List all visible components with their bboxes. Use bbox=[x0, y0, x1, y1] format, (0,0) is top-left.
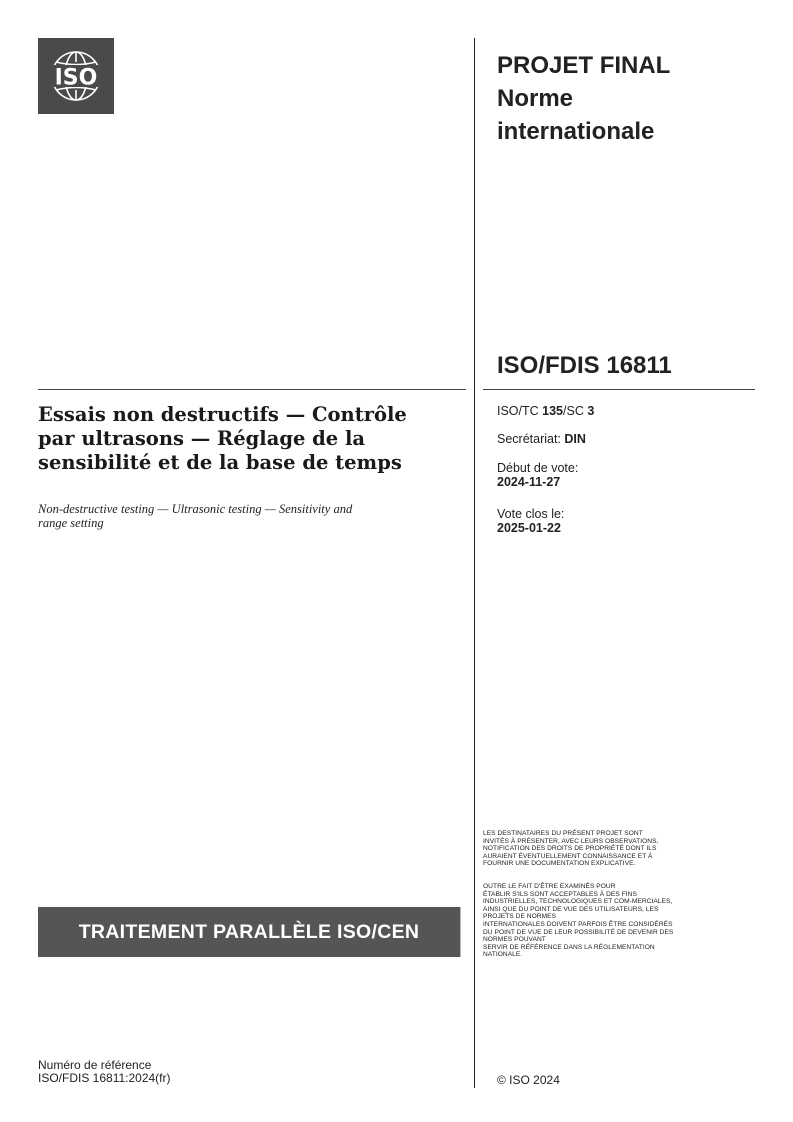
english-title-line-1: Non-destructive testing — Ultrasonic testing — Sensitivity and bbox=[38, 502, 353, 516]
document-stage-heading bbox=[497, 49, 757, 148]
notice-1-line: AURAIENT ÉVENTUELLEMENT CONNAISSANCE ET À bbox=[483, 852, 653, 860]
french-title-line-2: par ultrasons — Réglage de la bbox=[38, 427, 366, 450]
secretariat-value: DIN bbox=[564, 432, 586, 446]
sc-number: 3 bbox=[587, 404, 595, 418]
vertical-divider bbox=[474, 38, 475, 1088]
vote-end bbox=[497, 507, 747, 535]
vote-end-date: 2025-01-22 bbox=[497, 521, 561, 535]
notice-2-line: NORMES POUVANT bbox=[483, 936, 546, 944]
notice-2-line: ÉTABLIR S'ILS SONT ACCEPTABLES À DES FINS bbox=[483, 890, 637, 898]
reference-number bbox=[38, 1059, 171, 1085]
tc-number: 135 bbox=[542, 404, 564, 418]
vote-start-date: 2024-11-27 bbox=[497, 475, 561, 489]
notice-1-line: INVITÉS À PRÉSENTER, AVEC LEURS OBSERVATIONS, bbox=[483, 837, 659, 845]
stage-line-2: Norme bbox=[497, 85, 574, 112]
reference-label: Numéro de référence bbox=[38, 1058, 152, 1072]
notice-2-line: OUTRE LE FAIT D'ÊTRE EXAMINÉS POUR bbox=[483, 883, 616, 890]
notice-2-line: SERVIR DE RÉFÉRENCE DANS LA RÉGLEMENTATION bbox=[483, 943, 655, 951]
notice-2-line: DU POINT DE VUE DE LEUR POSSIBILITÉ DE DEVENIR DES bbox=[483, 928, 674, 936]
notice-2-line: NATIONALE. bbox=[483, 951, 523, 959]
committee-line bbox=[497, 404, 747, 418]
vote-start-label: Début de vote: bbox=[497, 461, 579, 475]
committee-prefix: ISO/TC bbox=[497, 404, 543, 418]
parallel-processing-banner bbox=[38, 907, 461, 957]
reference-value: ISO/FDIS 16811:2024(fr) bbox=[38, 1071, 171, 1085]
stage-line-3: internationale bbox=[497, 118, 655, 145]
english-title bbox=[38, 502, 458, 530]
french-title bbox=[38, 403, 458, 475]
document-id: ISO/FDIS 16811 bbox=[497, 352, 672, 379]
english-title-line-2: range setting bbox=[38, 516, 104, 530]
globe-icon bbox=[38, 38, 114, 114]
notice-2-line: AINSI QUE DU POINT DE VUE DES UTILISATEURS, LES bbox=[483, 905, 659, 913]
notice-paragraph-1 bbox=[483, 830, 755, 868]
banner-text: TRAITEMENT PARALLÈLE ISO/CEN bbox=[78, 920, 420, 943]
notice-2-line: PROJETS DE NORMES bbox=[483, 913, 557, 921]
iso-logo bbox=[38, 38, 114, 114]
notice-1-line: NOTIFICATION DES DROITS DE PROPRIÉTÉ DONT ILS bbox=[483, 845, 657, 853]
horizontal-divider-right bbox=[483, 389, 755, 390]
secretariat-line bbox=[497, 432, 747, 446]
notice-paragraph-2 bbox=[483, 883, 755, 959]
notice-1-line: LES DESTINATAIRES DU PRÉSENT PROJET SONT bbox=[483, 830, 643, 837]
notice-2-line: INDUSTRIELLES, TECHNOLOGIQUES ET COM-MERCIALES, bbox=[483, 898, 673, 906]
secretariat-label: Secrétariat: bbox=[497, 432, 565, 446]
notice-1-line: FOURNIR UNE DOCUMENTATION EXPLICATIVE. bbox=[483, 860, 636, 868]
vote-start bbox=[497, 461, 747, 489]
copyright: © ISO 2024 bbox=[497, 1073, 560, 1087]
logo-text: ISO bbox=[54, 65, 98, 91]
sc-prefix: /SC bbox=[563, 404, 588, 418]
stage-line-1: PROJET FINAL bbox=[497, 52, 671, 79]
french-title-line-3: sensibilité et de la base de temps bbox=[38, 451, 402, 474]
french-title-line-1: Essais non destructifs — Contrôle bbox=[38, 403, 407, 426]
horizontal-divider-left bbox=[38, 389, 466, 390]
notice-2-line: INTERNATIONALES DOIVENT PARFOIS ÊTRE CONSIDÉRÉS bbox=[483, 920, 673, 928]
vote-end-label: Vote clos le: bbox=[497, 507, 565, 521]
